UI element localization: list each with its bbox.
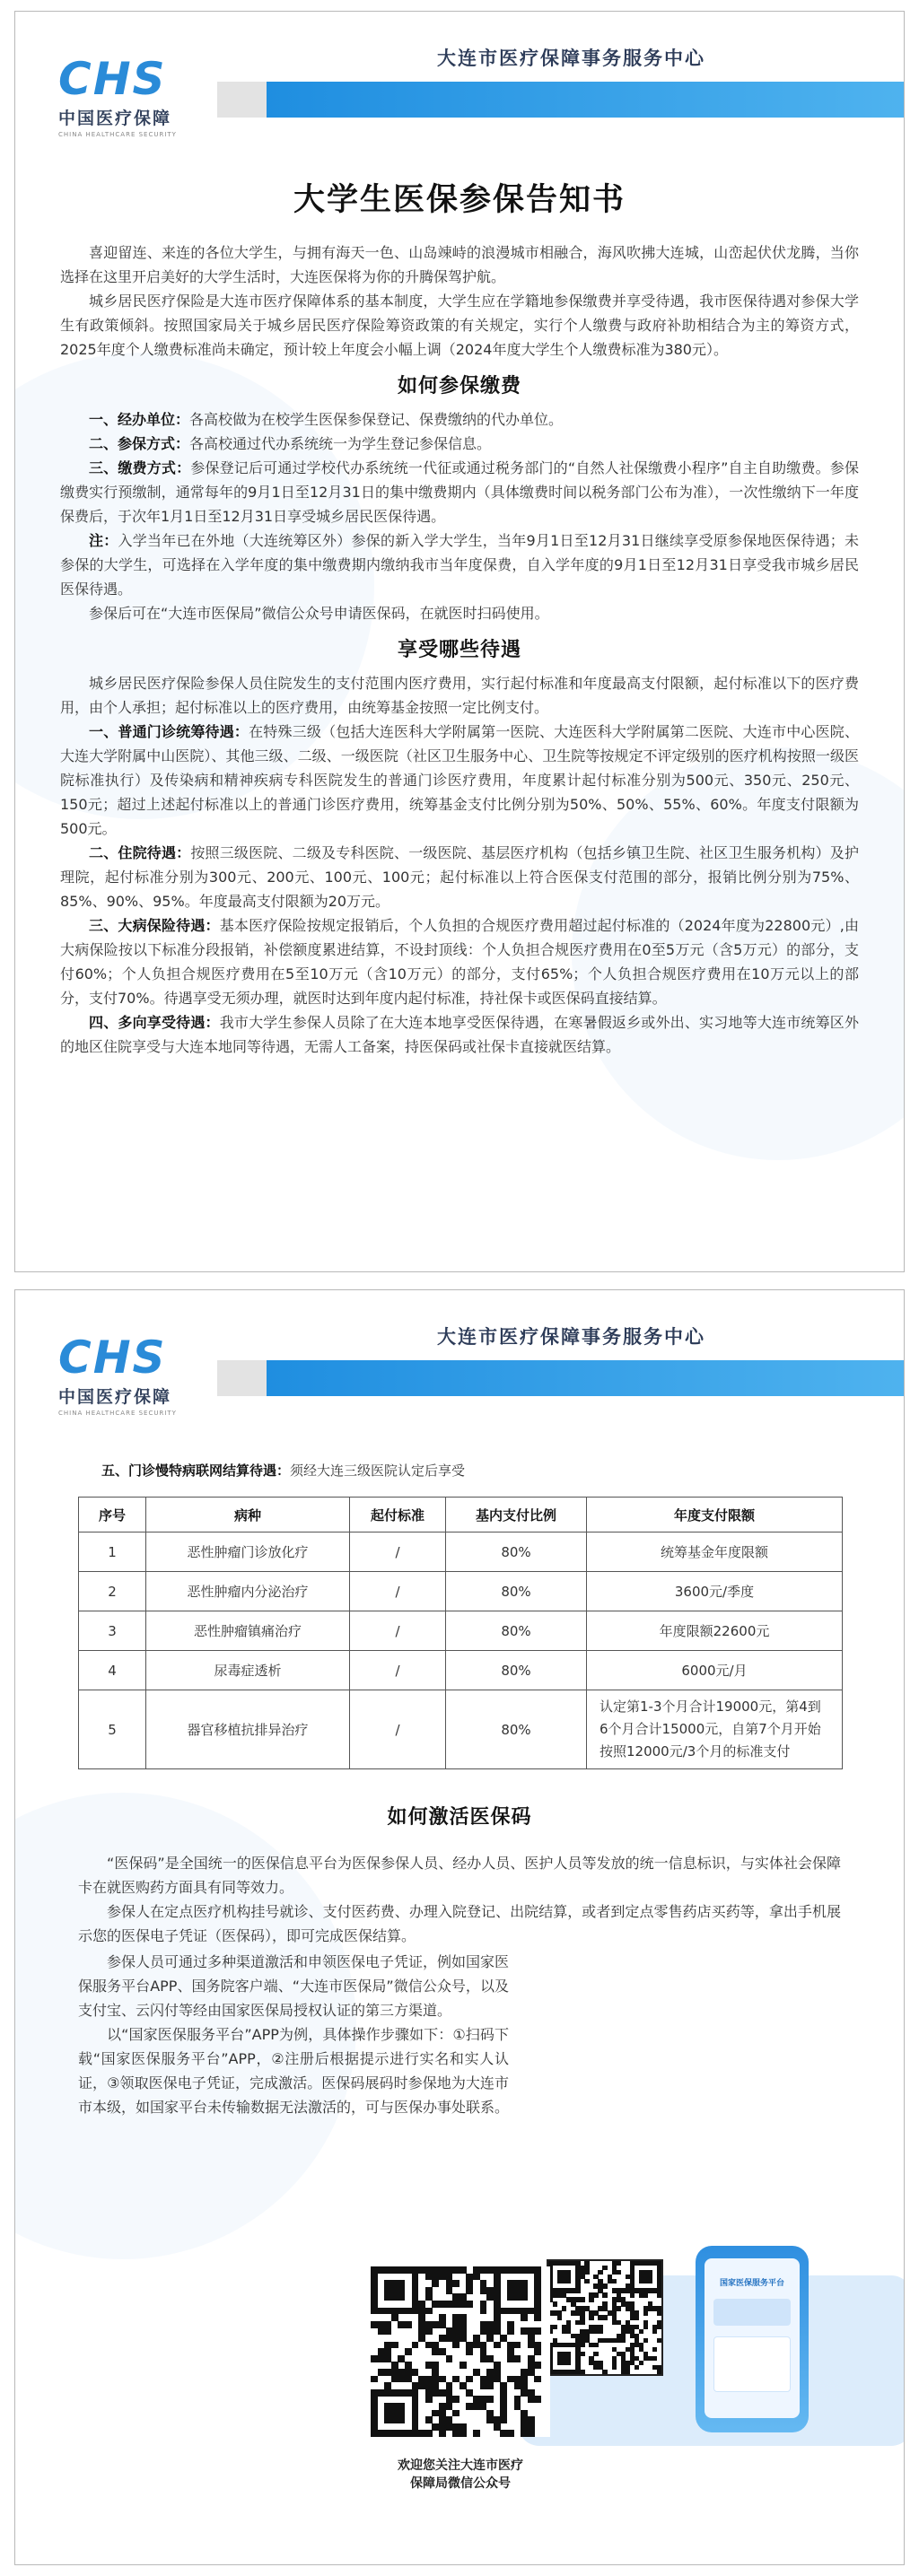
qr-module (593, 2352, 598, 2356)
qr-module (534, 2376, 541, 2383)
section-title: 享受哪些待遇 (397, 639, 521, 661)
qr-module (521, 2314, 528, 2321)
cell: / (350, 1572, 446, 1611)
cell: 80% (446, 1533, 587, 1572)
qr-module (612, 2365, 617, 2370)
qr-module (635, 2315, 639, 2319)
clause-label: 注： (89, 532, 118, 549)
qr-module (657, 2310, 661, 2315)
phone-card (713, 2299, 791, 2326)
cell: / (350, 1651, 446, 1690)
clause-label: 四、多向享受待遇： (89, 1014, 220, 1031)
qr-module (425, 2308, 433, 2315)
qr-module (657, 2338, 661, 2343)
cell: 恶性肿瘤门诊放化疗 (146, 1533, 350, 1572)
qr-module (639, 2329, 643, 2334)
qr-module (432, 2280, 439, 2287)
clause (60, 528, 859, 601)
cell: 2 (79, 1572, 146, 1611)
qr-module (617, 2270, 621, 2275)
clause-text: 按照三级医院、二级及专科医院、一级医院、基层医疗机构（包括乡镇卫生院、社区卫生服务机构）及护理院，起付标准分别为300元、200元、100元、100元；起付标准以上符合医保支付范围的部分，报销比例分别为75%、85%、90%、95%。年度最高支付限额为20万元。 (60, 844, 859, 910)
clause-text: 入学当年已在外地（大连统筹区外）参保的新入学大学生，当年9月1日至12月31日继续享受原参保地医保待遇；未参保的大学生，可选择在入学年度的集中缴费期内缴纳我市当年度保费，自入学年度的9月1日至12月31日享受我市城乡居民医保待遇。 (60, 532, 859, 598)
qr-module (507, 2430, 514, 2437)
cell: 4 (79, 1651, 146, 1690)
cell: 认定第1-3个月合计19000元，第4到6个月合计15000元，自第7个月开始按照12000元/3个月的标准支付 (587, 1690, 843, 1769)
col-header: 起付标准 (350, 1498, 446, 1533)
qr-module (602, 2283, 607, 2288)
qr-module (589, 2315, 593, 2319)
clause-text: 基本医疗保险按规定报销后，个人负担的合规医疗费用超过起付标准的（2024年度为22800元）,由大病保险按以下标准分段报销，补偿额度累进结算，不设封顶线：个人负担合规医疗费用在0至5万元（含5万元）的部分，支付60%；个人负担合规医疗费用在5至10万元（含10万元）的部分，支付65%；个人负担合规医疗费用在10万元以上的部分，支付70%。待遇享受无须办理，就医时达到年度内起付标准，持社保卡或医保码直接结算。 (60, 917, 859, 1007)
qr-module (652, 2329, 657, 2334)
qr-module (580, 2352, 584, 2356)
table-row (79, 1651, 843, 1690)
qr-module (534, 2348, 541, 2355)
qr-module (617, 2261, 621, 2266)
clause (60, 407, 859, 432)
table-row (79, 1533, 843, 1572)
logo-en: CHINA HEALTHCARE SECURITY (58, 131, 177, 138)
qr-module (486, 2382, 494, 2389)
qr-module (593, 2343, 598, 2347)
clause-text: 参保登记后可通过学校代办系统统一代征或通过税务部门的“自然人社保缴费小程序”自主自助缴费。参保缴费实行预缴制，通常每年的9月1日至12月31日的集中缴费期内（具体缴费时间以税务部门公布为准），一次性缴纳下一年度保费后，于次年1月1日至12月31日享受城乡居民医保待遇。 (60, 459, 859, 525)
qr-module (657, 2292, 661, 2297)
cell: 恶性肿瘤内分泌治疗 (146, 1572, 350, 1611)
cell: 80% (446, 1690, 587, 1769)
clause-label: 三、缴费方式： (89, 459, 191, 476)
qr-module (580, 2297, 584, 2301)
qr-module (643, 2292, 648, 2297)
phone-screen-title: 国家医保服务平台 (719, 2279, 784, 2288)
cell: / (350, 1611, 446, 1651)
header-bar-grey (217, 1360, 267, 1396)
qr-module (425, 2396, 433, 2403)
qr-module (553, 2301, 557, 2306)
col-header: 基内支付比例 (446, 1498, 587, 1533)
cell: / (350, 1533, 446, 1572)
cell: 3 (79, 1611, 146, 1651)
chronic-disease-table (78, 1497, 843, 1769)
cell: 6000元/月 (587, 1651, 843, 1690)
table-note-text: 须经大连三级医院认定后享受 (290, 1463, 466, 1479)
notice-page-2 (14, 1289, 905, 2565)
table-row (79, 1572, 843, 1611)
intro-paragraph: 喜迎留连、来连的各位大学生，与拥有海天一色、山岛竦峙的浪漫城市相融合，海风吹拂大连城，山峦起伏伏龙腾，当你选择在这里开启美好的大学生活时，大连医保将为你的升腾保驾护航。 (60, 244, 859, 285)
phone-qr-area (713, 2336, 791, 2392)
header-bar-blue (267, 82, 905, 118)
cell: / (350, 1690, 446, 1769)
clause (60, 913, 859, 1010)
cell: 80% (446, 1611, 587, 1651)
section-title: 如何参保缴费 (397, 375, 521, 397)
qr-module (562, 2306, 566, 2310)
qr-module (534, 2362, 541, 2369)
qr-module (643, 2310, 648, 2315)
qr-module (534, 2327, 541, 2335)
qr-module (466, 2348, 473, 2355)
qr-module (602, 2315, 607, 2319)
phone-screen (705, 2258, 800, 2418)
qr-module (494, 2342, 501, 2349)
intro-paragraph: 城乡居民医疗保险是大连市医疗保障体系的基本制度，大学生应在学籍地参保缴费并享受待遇，我市医保待遇对参保大学生有政策倾斜。按照国家局关于城乡居民医疗保险筹资政策的有关规定，实行个人缴费与政府补助相结合为主的筹资方式，2025年度个人缴费标准尚未确定，预计较上年度会小幅上调（2024年度大学生个人缴费标准为380元）。 (60, 293, 859, 358)
chs-logo (58, 55, 202, 138)
qr-module (534, 2396, 541, 2403)
clause-text: 参保后可在“大连市医保局”微信公众号申请医保码，在就医时扫码使用。 (89, 605, 549, 622)
qr-module (630, 2292, 635, 2297)
cell: 80% (446, 1651, 587, 1690)
qr-module (398, 2416, 405, 2423)
header-bar-grey (217, 82, 267, 118)
clause-text: 各高校通过代办系统统一为学生登记参保信息。 (189, 435, 492, 452)
qr-module (460, 2430, 467, 2437)
paragraph: 参保人员可通过多种渠道激活和申领医保电子凭证，例如国家医保服务平台APP、国务院客户端、“大连市医保局”微信公众号，以及支付宝、云闪付等经由国家医保局授权认证的第三方渠道。 (78, 1953, 510, 2019)
table-row (79, 1690, 843, 1769)
qr-module (452, 2280, 460, 2287)
qr-module (412, 2342, 419, 2349)
qr-module (466, 2301, 473, 2308)
clause (60, 841, 859, 913)
col-header: 序号 (79, 1498, 146, 1533)
cell: 器官移植抗排异治疗 (146, 1690, 350, 1769)
qr-module (500, 2416, 507, 2423)
qr-module (566, 2361, 571, 2365)
qr-module (598, 2329, 602, 2334)
qr-module (466, 2376, 473, 2383)
qr-module (473, 2430, 480, 2437)
clause (60, 601, 859, 625)
qr-module (534, 2314, 541, 2321)
qr-module (452, 2410, 460, 2417)
wechat-official-qr-code[interactable] (371, 2266, 550, 2437)
app-download-qr-code[interactable] (547, 2259, 663, 2376)
clause (60, 456, 859, 528)
agency-name: 大连市医疗保障事务服务中心 (437, 1325, 705, 1348)
section-title: 如何激活医保码 (387, 1806, 532, 1829)
qr-module (446, 2355, 453, 2362)
qr-module (384, 2327, 391, 2335)
qr-module (460, 2362, 467, 2369)
qr-caption-line: 保障局微信公众号 (410, 2476, 511, 2491)
table-note (101, 1461, 465, 1480)
qr-module (635, 2365, 639, 2370)
qr-caption (365, 2457, 556, 2493)
paragraph: 以“国家医保服务平台”APP为例，具体操作步骤如下：①扫码下载“国家医保服务平台”APP，②注册后根据提示进行实名和实人认证，③领取医保电子凭证，完成激活。医保码展码时参保地为大连市市本级，如国家平台未传输数据无法激活的，可与医保办事处联系。 (78, 2026, 510, 2116)
qr-caption-line: 欢迎您关注大连市医疗 (398, 2458, 523, 2473)
table-note-label: 五、门诊慢特病联网结算待遇： (101, 1463, 291, 1479)
clause (60, 720, 859, 841)
qr-module (617, 2306, 621, 2310)
qr-module (452, 2396, 460, 2403)
clause-text: 城乡居民医疗保险参保人员住院发生的支付范围内医疗费用，实行起付标准和年度最高支付限额，起付标准以下的医疗费用，由个人承担；起付标准以上的医疗费用，由统筹基金按照一定比例支付。 (60, 675, 859, 716)
qr-module (602, 2370, 607, 2374)
qr-module (626, 2370, 630, 2374)
notice-body (60, 240, 859, 1059)
cell: 80% (446, 1572, 587, 1611)
notice-page-1 (14, 11, 905, 1272)
clause-text: 我市大学生参保人员除了在大连本地享受医保待遇，在寒暑假返乡或外出、实习地等大连市统筹区外的地区住院享受与大连本地同等待遇，无需人工备案，持医保码或社保卡直接就医结算。 (60, 1014, 859, 1055)
chs-logo (58, 1333, 202, 1417)
activation-section (78, 1793, 841, 1948)
qr-module (480, 2308, 487, 2315)
qr-module (652, 2347, 657, 2352)
qr-module (528, 2430, 535, 2437)
clause-label: 二、住院待遇： (89, 844, 191, 861)
qr-module (514, 2355, 521, 2362)
qr-module (643, 2325, 648, 2329)
qr-module (452, 2342, 460, 2349)
qr-module (580, 2370, 584, 2374)
qr-module (584, 2279, 589, 2283)
qr-module (598, 2270, 602, 2275)
qr-module (398, 2293, 405, 2301)
qr-module (557, 2315, 562, 2319)
logo-en: CHINA HEALTHCARE SECURITY (58, 1410, 177, 1417)
qr-module (486, 2396, 494, 2403)
qr-module (602, 2292, 607, 2297)
logo-cn: 中国医疗保障 (58, 1387, 172, 1407)
qr-module (657, 2370, 661, 2374)
cell: 年度限额22600元 (587, 1611, 843, 1651)
table-header-row (79, 1498, 843, 1533)
qr-module (553, 2325, 557, 2329)
qr-module (405, 2321, 412, 2328)
qr-module (643, 2338, 648, 2343)
qr-module (514, 2342, 521, 2349)
clause-label: 二、参保方式： (89, 435, 190, 452)
qr-module (652, 2356, 657, 2361)
qr-module (425, 2430, 433, 2437)
qr-module (371, 2376, 378, 2383)
clause (60, 671, 859, 720)
page-title: 大学生医保参保告知书 (293, 181, 626, 218)
col-header: 年度支付限额 (587, 1498, 843, 1533)
agency-name: 大连市医疗保障事务服务中心 (437, 47, 705, 69)
paragraph: “医保码”是全国统一的医保信息平台为医保参保人员、经办人员、医护人员等发放的统一信息标识，与实体社会保障卡在就医购药方面具有同等效力。 (78, 1855, 841, 1896)
cell: 统筹基金年度限额 (587, 1533, 843, 1572)
qr-module (657, 2325, 661, 2329)
qr-module (507, 2327, 514, 2335)
header-bar-blue (267, 1360, 905, 1396)
qr-module (593, 2292, 598, 2297)
activation-steps (78, 1950, 509, 2119)
qr-module (391, 2342, 398, 2349)
clause-label: 一、普通门诊统筹待遇： (89, 723, 249, 740)
cell: 5 (79, 1690, 146, 1769)
clause-text: 在特殊三级（包括大连医科大学附属第一医院、大连医科大学附属第二医院、大连市中心医院、大连大学附属中山医院）、其他三级、二级、一级医院（社区卫生服务中心、卫生院等按规定不评定级别的医疗机构按照一级医院标准执行）及传染病和精神疾病专科医院发生的普通门诊医疗费用，年度累计起付标准分别为500元、350元、250元、150元；超过上述起付标准以上的普通门诊医疗费用，统筹基金支付比例分别为50%、50%、55%、60%。年度支付限额为500元。 (60, 723, 859, 837)
col-header: 病种 (146, 1498, 350, 1533)
logo-mark: CHS (58, 53, 167, 105)
paragraph: 参保人在定点医疗机构挂号就诊、支付医药费、办理入院登记、出院结算，或者到定点零售药店买药等，拿出手机展示您的医保电子凭证（医保码），即可完成医保结算。 (78, 1903, 841, 1944)
clause (60, 432, 859, 456)
cell: 尿毒症透析 (146, 1651, 350, 1690)
qr-module (621, 2338, 626, 2343)
clause-text: 各高校做为在校学生医保参保登记、保费缴纳的代办单位。 (189, 411, 564, 428)
clause-label: 一、经办单位： (89, 411, 190, 428)
logo-mark: CHS (58, 1332, 167, 1384)
qr-module (405, 2348, 412, 2355)
qr-module (648, 2279, 652, 2283)
qr-module (584, 2270, 589, 2275)
cell: 1 (79, 1533, 146, 1572)
qr-module (566, 2279, 571, 2283)
qr-module (575, 2288, 580, 2292)
cell: 3600元/季度 (587, 1572, 843, 1611)
cell: 恶性肿瘤镇痛治疗 (146, 1611, 350, 1651)
qr-module (602, 2266, 607, 2270)
qr-module (521, 2293, 528, 2301)
qr-module (612, 2279, 617, 2283)
clause (60, 1010, 859, 1059)
qr-module (580, 2343, 584, 2347)
qr-module (466, 2287, 473, 2294)
qr-module (589, 2297, 593, 2301)
clause-label: 三、大病保险待遇： (89, 917, 220, 934)
qr-module (425, 2327, 433, 2335)
logo-cn: 中国医疗保障 (58, 109, 172, 128)
qr-module (439, 2430, 446, 2437)
table-row (79, 1611, 843, 1651)
qr-module (580, 2320, 584, 2325)
qr-module (639, 2361, 643, 2365)
phone-mockup (696, 2246, 809, 2432)
